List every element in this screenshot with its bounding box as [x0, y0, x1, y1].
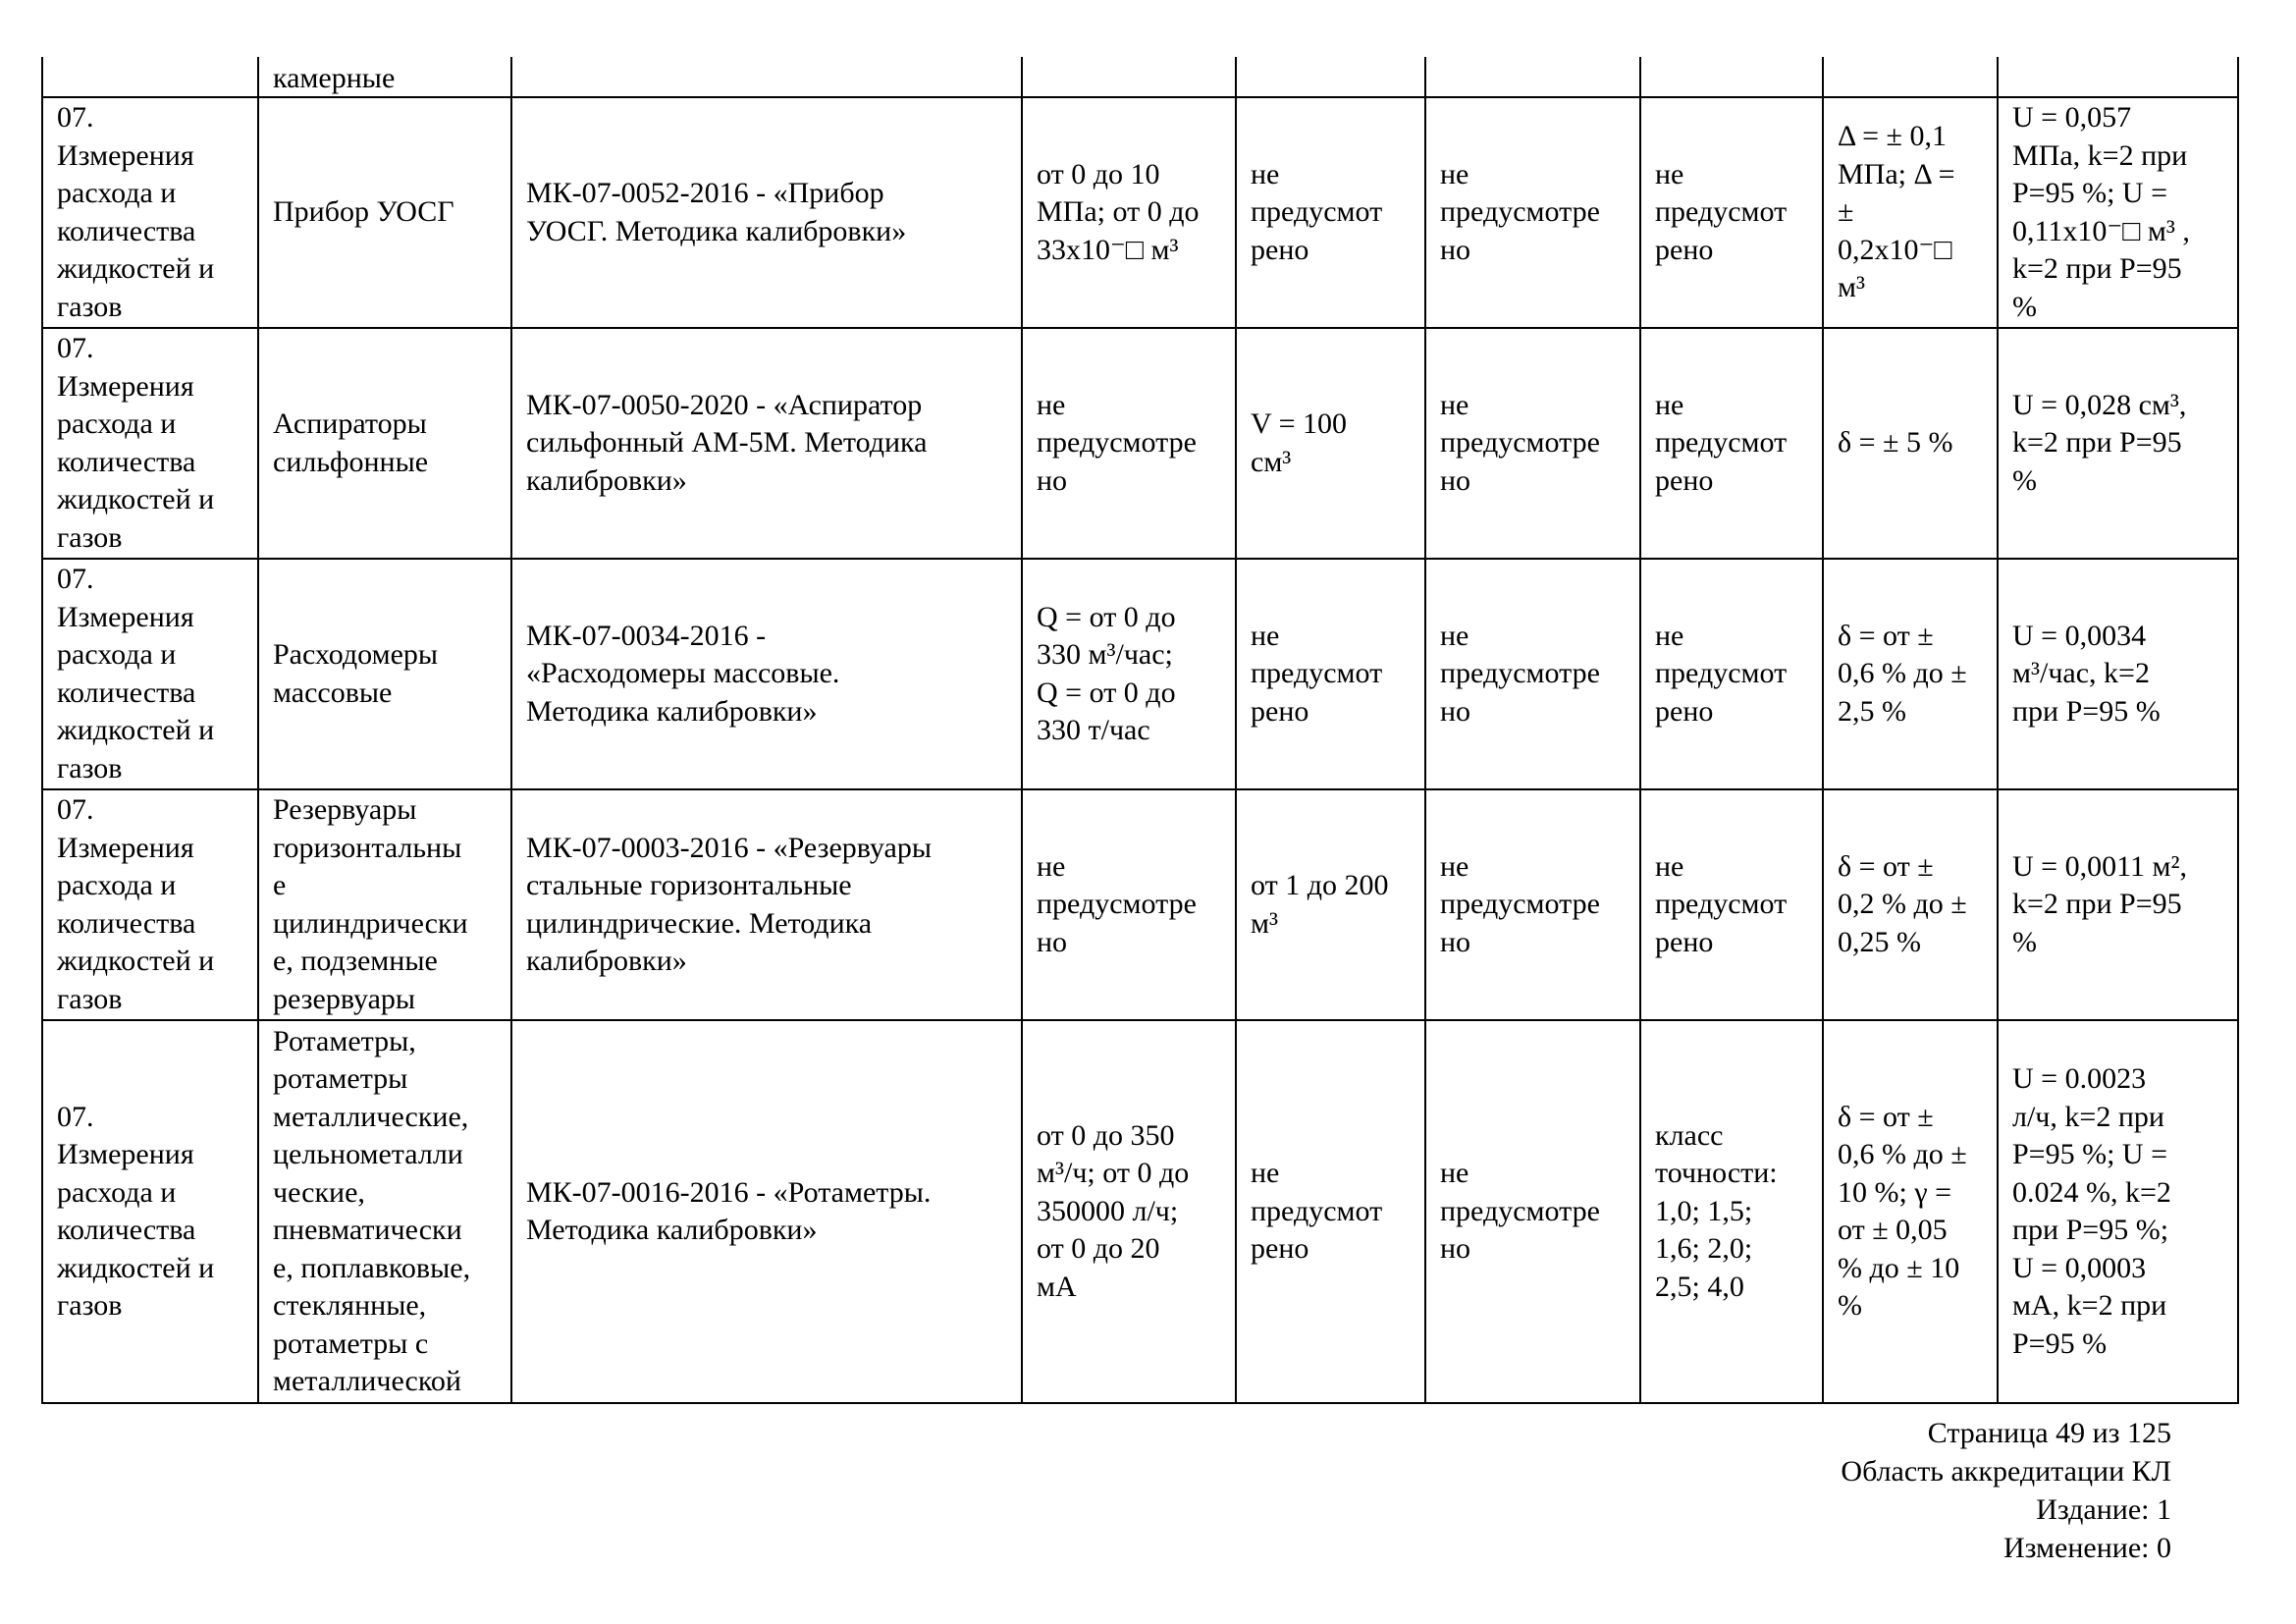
cell-uncertainty: U = 0,057 МПа, k=2 при P=95 %; U = 0,11x10⁻□ м³ , k=2 при P=95 % — [1998, 97, 2238, 328]
table-row — [42, 559, 2238, 789]
cell-instrument: Прибор УОСГ — [258, 97, 511, 328]
cell-extra: не предусмотре но — [1425, 789, 1640, 1020]
cell-extra: не предусмотре но — [1425, 97, 1640, 328]
cell-value: от 1 до 200 м³ — [1236, 789, 1425, 1020]
accreditation-table — [41, 57, 2239, 1404]
cell-range: от 0 до 10 МПа; от 0 до 33x10⁻□ м³ — [1022, 97, 1236, 328]
cell-error: δ = от ± 0,6 % до ± 2,5 % — [1823, 559, 1998, 789]
cell-method: МК-07-0034-2016 - «Расходомеры массовые. Методика калибровки» — [511, 559, 1022, 789]
table-row-continued — [42, 57, 2238, 97]
cell-class: не предусмот рено — [1640, 328, 1823, 559]
cell-range: Q = от 0 до 330 м³/час; Q = от 0 до 330 т/час — [1022, 559, 1236, 789]
cell-class: не предусмот рено — [1640, 97, 1823, 328]
cell-class — [1640, 57, 1823, 97]
cell-category — [42, 57, 258, 97]
cell-error: δ = от ± 0,6 % до ± 10 %; γ = от ± 0,05 % до ± 10 % — [1823, 1020, 1998, 1403]
page-footer — [1841, 1414, 2171, 1567]
cell-range: не предусмотре но — [1022, 328, 1236, 559]
cell-error: δ = ± 5 % — [1823, 328, 1998, 559]
cell-method: МК-07-0050-2020 - «Аспиратор сильфонный АМ-5М. Методика калибровки» — [511, 328, 1022, 559]
cell-method — [511, 57, 1022, 97]
cell-instrument: камерные — [258, 57, 511, 97]
cell-method: МК-07-0052-2016 - «Прибор УОСГ. Методика калибровки» — [511, 97, 1022, 328]
cell-class: класс точности: 1,0; 1,5; 1,6; 2,0; 2,5; 4,0 — [1640, 1020, 1823, 1403]
table-row — [42, 97, 2238, 328]
cell-category: 07. Измерения расхода и количества жидкостей и газов — [42, 1020, 258, 1403]
cell-class: не предусмот рено — [1640, 559, 1823, 789]
cell-uncertainty — [1998, 57, 2238, 97]
cell-method: МК-07-0016-2016 - «Ротаметры. Методика калибровки» — [511, 1020, 1022, 1403]
cell-uncertainty: U = 0,0011 м², k=2 при P=95 % — [1998, 789, 2238, 1020]
cell-instrument: Аспираторы сильфонные — [258, 328, 511, 559]
cell-extra — [1425, 57, 1640, 97]
cell-uncertainty: U = 0,0034 м³/час, k=2 при P=95 % — [1998, 559, 2238, 789]
cell-instrument: Ротаметры, ротаметры металлические, цельнометалли ческие, пневматически е, поплавковые, стеклянные, ротаметры с металлической — [258, 1020, 511, 1403]
cell-range: от 0 до 350 м³/ч; от 0 до 350000 л/ч; от 0 до 20 мА — [1022, 1020, 1236, 1403]
cell-value: не предусмот рено — [1236, 1020, 1425, 1403]
cell-instrument: Расходомеры массовые — [258, 559, 511, 789]
cell-category: 07. Измерения расхода и количества жидкостей и газов — [42, 789, 258, 1020]
accreditation-scope: Область аккредитации КЛ — [1841, 1455, 2171, 1488]
cell-extra: не предусмотре но — [1425, 328, 1640, 559]
cell-range — [1022, 57, 1236, 97]
cell-class: не предусмот рено — [1640, 789, 1823, 1020]
cell-uncertainty: U = 0,028 см³, k=2 при P=95 % — [1998, 328, 2238, 559]
cell-category: 07. Измерения расхода и количества жидкостей и газов — [42, 559, 258, 789]
cell-range: не предусмотре но — [1022, 789, 1236, 1020]
cell-value — [1236, 57, 1425, 97]
cell-value: V = 100 см³ — [1236, 328, 1425, 559]
cell-error: δ = от ± 0,2 % до ± 0,25 % — [1823, 789, 1998, 1020]
page-number: Страница 49 из 125 — [1927, 1417, 2171, 1449]
cell-value: не предусмот рено — [1236, 97, 1425, 328]
cell-category: 07. Измерения расхода и количества жидкостей и газов — [42, 97, 258, 328]
cell-instrument: Резервуары горизонтальны е цилиндрически е, подземные резервуары — [258, 789, 511, 1020]
edition-label: Издание: 1 — [2036, 1493, 2171, 1526]
table-row — [42, 789, 2238, 1020]
change-label: Изменение: 0 — [2002, 1532, 2171, 1564]
table-row — [42, 1020, 2238, 1403]
cell-category: 07. Измерения расхода и количества жидкостей и газов — [42, 328, 258, 559]
cell-error — [1823, 57, 1998, 97]
cell-value: не предусмот рено — [1236, 559, 1425, 789]
cell-method: МК-07-0003-2016 - «Резервуары стальные горизонтальные цилиндрические. Методика калибровки» — [511, 789, 1022, 1020]
table-row — [42, 328, 2238, 559]
cell-extra: не предусмотре но — [1425, 559, 1640, 789]
cell-uncertainty: U = 0.0023 л/ч, k=2 при P=95 %; U = 0.024 %, k=2 при P=95 %; U = 0,0003 мА, k=2 при P=95 % — [1998, 1020, 2238, 1403]
cell-error: Δ = ± 0,1 МПа; Δ = ± 0,2x10⁻□ м³ — [1823, 97, 1998, 328]
cell-extra: не предусмотре но — [1425, 1020, 1640, 1403]
